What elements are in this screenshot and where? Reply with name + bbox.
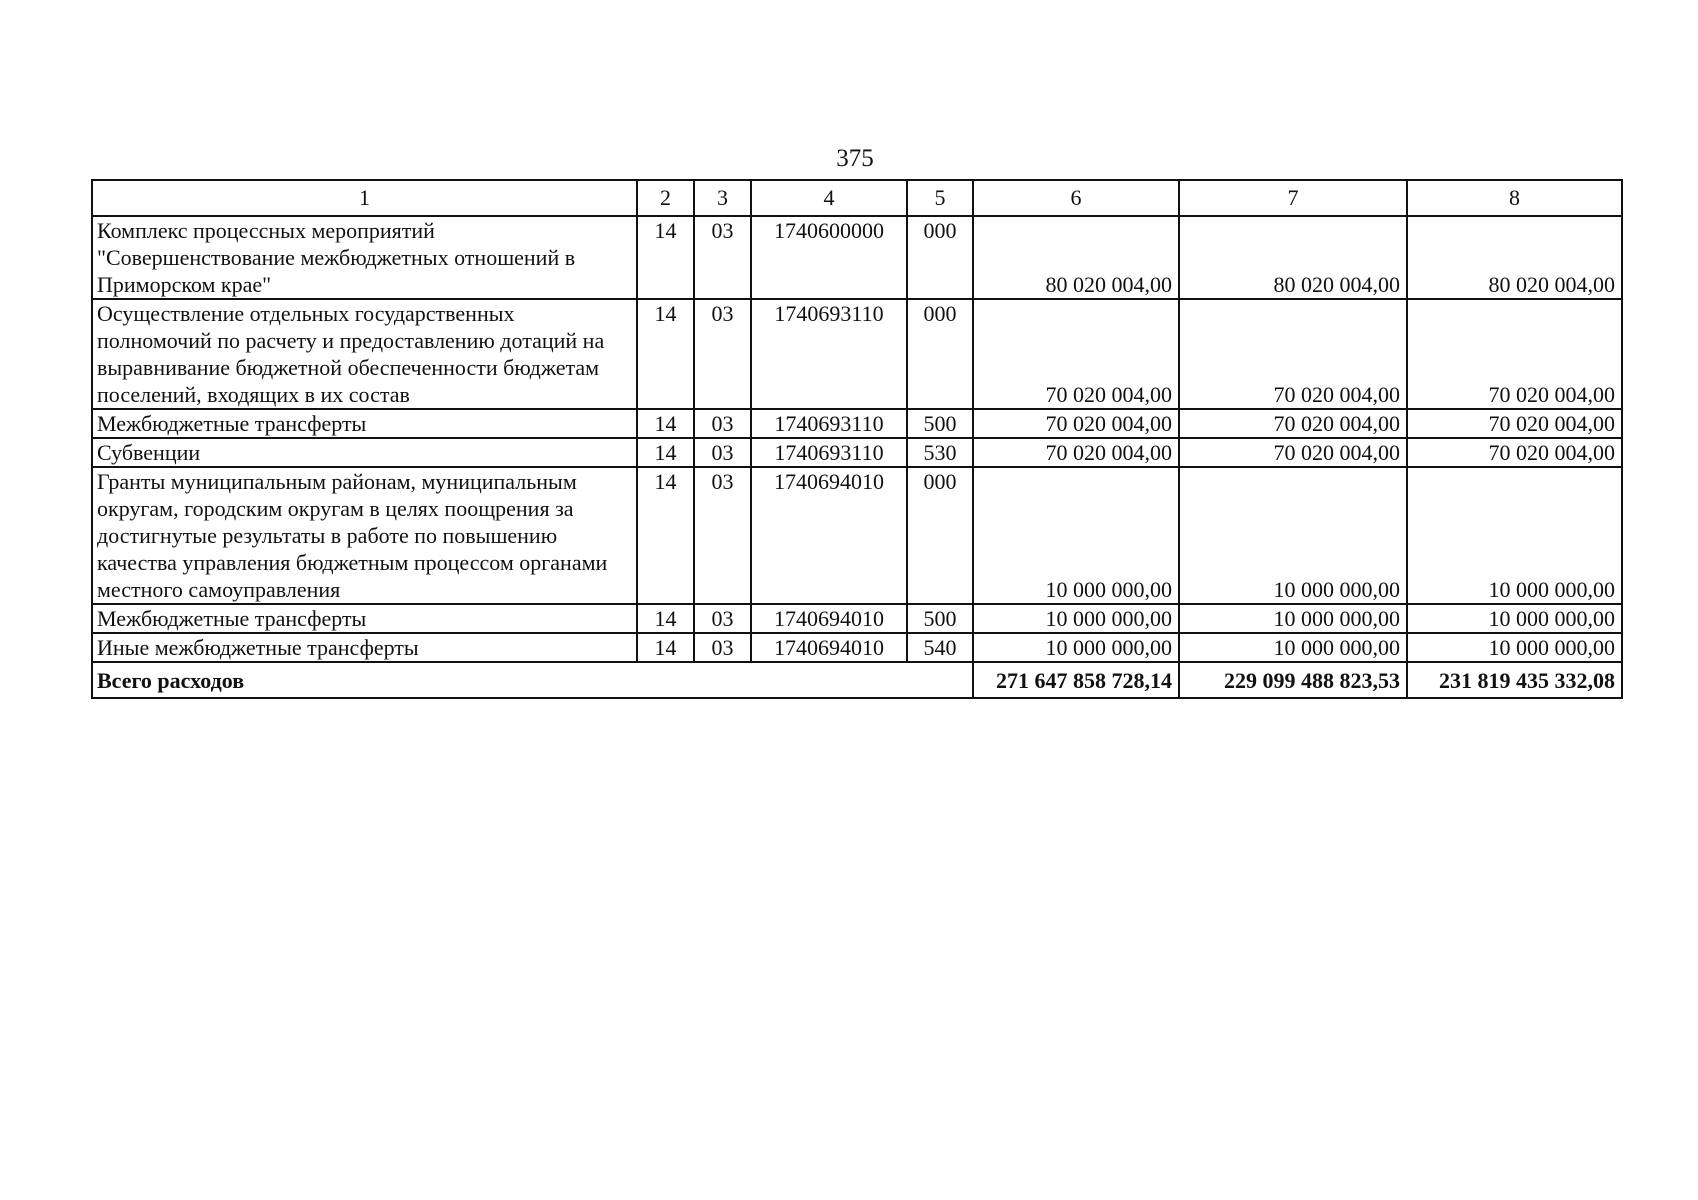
total-amount-col-6: 271 647 858 728,14 [973,662,1179,698]
table-row [92,438,1622,467]
amount-col-6: 10 000 000,00 [973,604,1179,633]
amount-col-8: 10 000 000,00 [1407,633,1622,662]
table-row [92,409,1622,438]
subsection-code: 03 [694,409,751,438]
table-row [92,299,1622,409]
budget-expenditure-table [91,179,1623,699]
amount-col-7: 10 000 000,00 [1179,604,1407,633]
section-code: 14 [637,216,694,299]
amount-col-8: 70 020 004,00 [1407,299,1622,409]
item-name: Комплекс процессных мероприятий "Совершенствование межбюджетных отношений в Приморском крае" [92,216,637,299]
item-name: Гранты муниципальным районам, муниципальным округам, городским округам в целях поощрения за достигнутые результаты в работе по повышению качества управления бюджетным процессом органами местного самоуправления [92,467,637,604]
amount-col-8: 10 000 000,00 [1407,604,1622,633]
amount-col-7: 80 020 004,00 [1179,216,1407,299]
amount-col-6: 80 020 004,00 [973,216,1179,299]
subsection-code: 03 [694,438,751,467]
table-row [92,604,1622,633]
header-cell: 1 [92,180,637,216]
header-cell: 3 [694,180,751,216]
amount-col-7: 70 020 004,00 [1179,409,1407,438]
amount-col-8: 70 020 004,00 [1407,438,1622,467]
amount-col-6: 10 000 000,00 [973,467,1179,604]
header-cell: 6 [973,180,1179,216]
amount-col-6: 70 020 004,00 [973,299,1179,409]
target-code: 1740693110 [751,438,907,467]
amount-col-7: 10 000 000,00 [1179,467,1407,604]
section-code: 14 [637,604,694,633]
target-code: 1740600000 [751,216,907,299]
expense-type-code: 000 [907,299,973,409]
expense-type-code: 540 [907,633,973,662]
amount-col-7: 70 020 004,00 [1179,438,1407,467]
header-row [92,180,1622,216]
expense-type-code: 530 [907,438,973,467]
page-number: 375 [836,145,874,172]
subsection-code: 03 [694,604,751,633]
subsection-code: 03 [694,299,751,409]
header-cell: 4 [751,180,907,216]
amount-col-8: 80 020 004,00 [1407,216,1622,299]
subsection-code: 03 [694,216,751,299]
amount-col-6: 70 020 004,00 [973,438,1179,467]
section-code: 14 [637,633,694,662]
expense-type-code: 500 [907,604,973,633]
subsection-code: 03 [694,467,751,604]
section-code: 14 [637,299,694,409]
table-row [92,633,1622,662]
target-code: 1740693110 [751,299,907,409]
amount-col-8: 10 000 000,00 [1407,467,1622,604]
target-code: 1740694010 [751,633,907,662]
table-row [92,216,1622,299]
subsection-code: 03 [694,633,751,662]
section-code: 14 [637,467,694,604]
header-cell: 2 [637,180,694,216]
total-label: Всего расходов [92,662,973,698]
item-name: Межбюджетные трансферты [92,409,637,438]
item-name: Иные межбюджетные трансферты [92,633,637,662]
item-name: Субвенции [92,438,637,467]
total-row [92,662,1622,698]
header-cell: 8 [1407,180,1622,216]
total-amount-col-8: 231 819 435 332,08 [1407,662,1622,698]
item-name: Межбюджетные трансферты [92,604,637,633]
target-code: 1740694010 [751,604,907,633]
amount-col-7: 70 020 004,00 [1179,299,1407,409]
total-amount-col-7: 229 099 488 823,53 [1179,662,1407,698]
expense-type-code: 000 [907,216,973,299]
expense-type-code: 000 [907,467,973,604]
amount-col-6: 70 020 004,00 [973,409,1179,438]
target-code: 1740694010 [751,467,907,604]
table-row [92,467,1622,604]
amount-col-7: 10 000 000,00 [1179,633,1407,662]
amount-col-8: 70 020 004,00 [1407,409,1622,438]
section-code: 14 [637,409,694,438]
target-code: 1740693110 [751,409,907,438]
item-name: Осуществление отдельных государственных полномочий по расчету и предоставлению дотаций на выравнивание бюджетной обеспеченности бюджетам поселений, входящих в их состав [92,299,637,409]
header-cell: 5 [907,180,973,216]
amount-col-6: 10 000 000,00 [973,633,1179,662]
expense-type-code: 500 [907,409,973,438]
section-code: 14 [637,438,694,467]
header-cell: 7 [1179,180,1407,216]
